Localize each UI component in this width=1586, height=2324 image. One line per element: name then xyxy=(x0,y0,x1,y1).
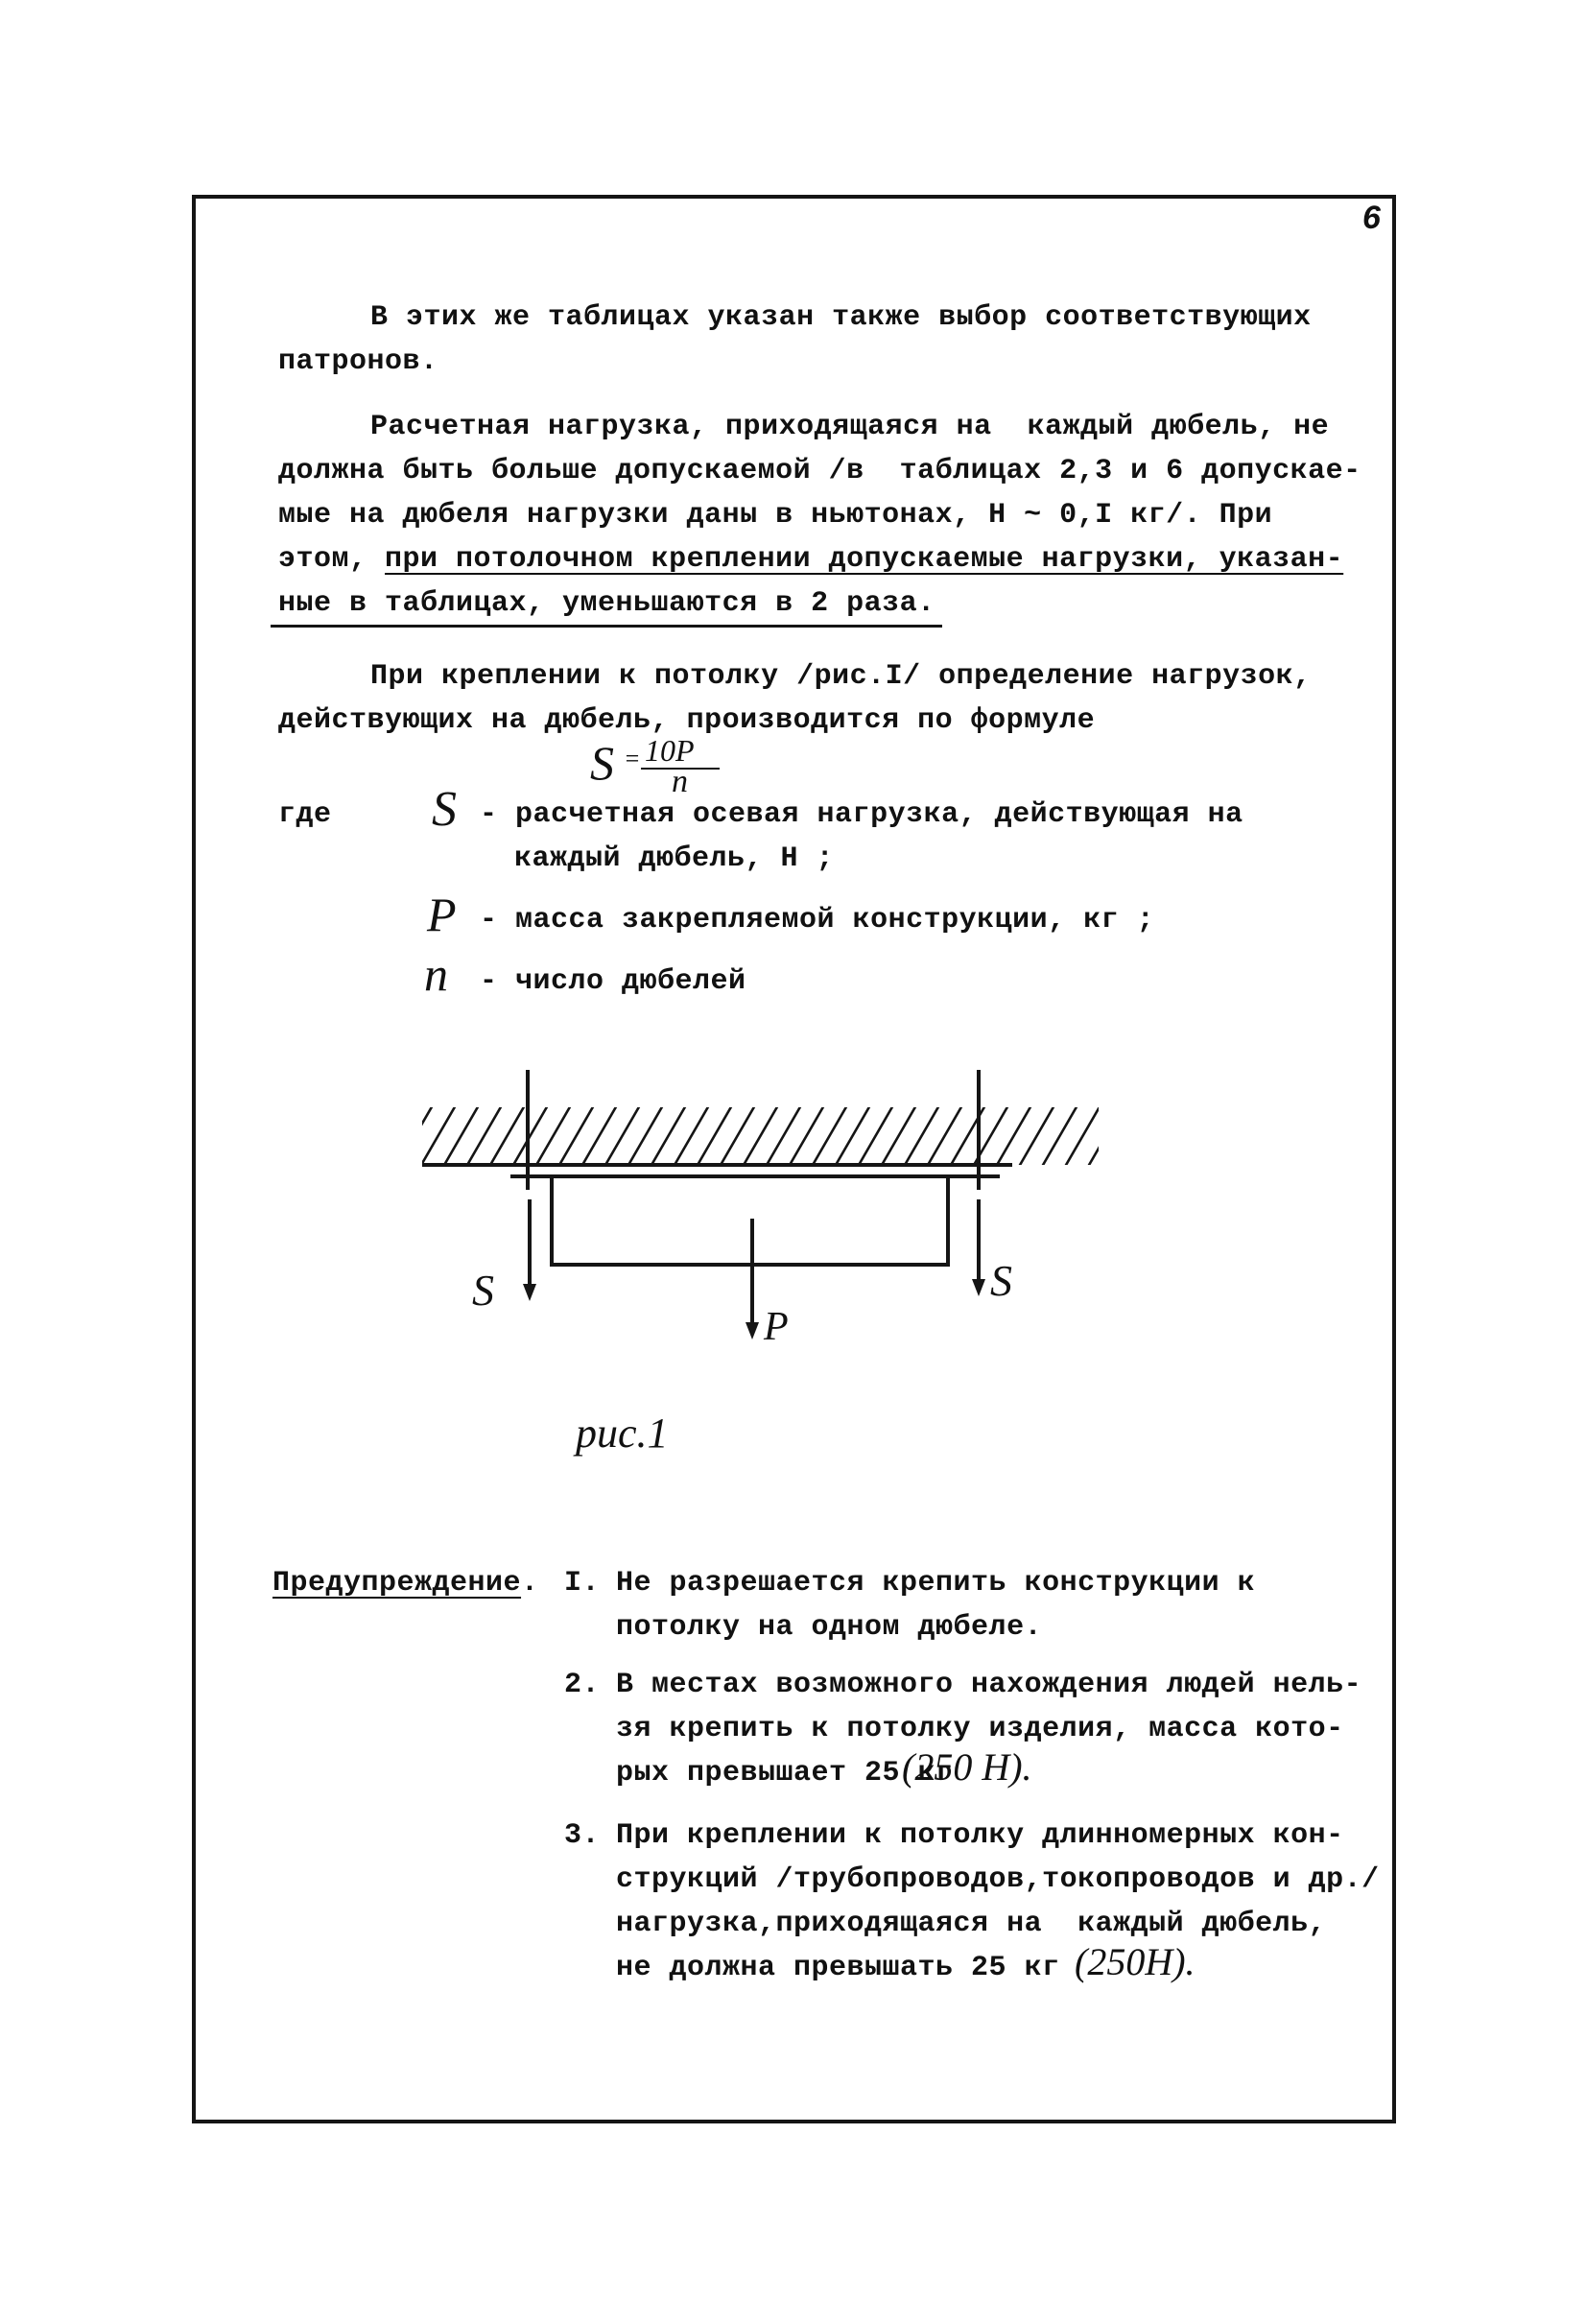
figure-label-p: P xyxy=(764,1305,789,1349)
where-label: где xyxy=(278,798,332,831)
warning-item3-line1: При креплении к потолку длинномерных кон- xyxy=(616,1819,1344,1852)
arrow-s-right-head xyxy=(972,1279,985,1296)
warning-item3-num: 3. xyxy=(564,1819,601,1852)
def-symbol-n: n xyxy=(424,947,448,1001)
warning-item2-handwritten: (250 Н). xyxy=(902,1745,1032,1789)
para1-line1: В этих же таблицах указан также выбор соответствующих xyxy=(370,301,1312,334)
figure-label-s-right: S xyxy=(990,1256,1012,1305)
para2-line4-start: этом, xyxy=(278,543,386,576)
warning-item1-line1: Не разрешается крепить конструкции к xyxy=(616,1567,1256,1600)
def-symbol-s: S xyxy=(432,782,457,837)
para3-line2: действующих на дюбель, производится по формуле xyxy=(278,704,1096,737)
formula-numerator: 10P xyxy=(645,733,695,768)
formula-equals: = xyxy=(624,745,641,772)
para2-line2: должна быть больше допускаемой /в таблицах 2,3 и 6 допускае- xyxy=(278,455,1361,487)
para2-line5: ные в таблицах, уменьшаются в 2 раза. xyxy=(278,587,935,620)
warning-heading-line: Предупреждение. xyxy=(272,1567,539,1600)
warning-item2-num: 2. xyxy=(564,1669,601,1701)
arrow-p-head xyxy=(746,1322,759,1340)
warning-item2-line1: В местах возможного нахождения людей нель- xyxy=(616,1669,1362,1701)
figure-caption: рис.1 xyxy=(576,1410,669,1457)
def-symbol-p: P xyxy=(427,888,457,941)
figure-label-s-left: S xyxy=(472,1266,494,1315)
para2-line3: мые на дюбеля нагрузки даны в ньютонах, Н ~ 0,I кг/. При xyxy=(278,499,1273,532)
ceiling-hatch xyxy=(422,1107,1099,1165)
beam-structure xyxy=(552,1176,948,1265)
formula-denominator: n xyxy=(672,764,688,799)
warning-item3-handwritten: (250Н). xyxy=(1075,1940,1195,1983)
warning-item3-line2: струкций /трубопроводов,токопроводов и др./ xyxy=(616,1863,1380,1896)
page-number: 6 xyxy=(1362,200,1381,236)
def-n-text: - число дюбелей xyxy=(480,965,746,998)
warning-item1-line2: потолку на одном дюбеле. xyxy=(616,1611,1043,1644)
arrow-s-left-head xyxy=(523,1284,536,1301)
warning-item2-line3: рых превышает 25 кг xyxy=(616,1757,954,1790)
def-s-text2: каждый дюбель, Н ; xyxy=(514,842,835,875)
para3-line1: При креплении к потолку /рис.I/ определение нагрузок, xyxy=(370,660,1312,693)
warning-item3-line4: не должна превышать 25 кг xyxy=(616,1952,1060,1984)
para1-line2: патронов. xyxy=(278,345,438,378)
def-s-text: - расчетная осевая нагрузка, действующая на xyxy=(480,798,1243,831)
para2-line4-underlined: при потолочном креплении допускаемые нагрузки, указан- xyxy=(385,543,1344,576)
warning-item1-num: I. xyxy=(564,1567,601,1600)
warning-item3-line3: нагрузка,приходящаяся на каждый дюбель, xyxy=(616,1908,1327,1940)
warning-item2-line2: зя крепить к потолку изделия, масса кото- xyxy=(616,1713,1344,1745)
formula-lhs: S xyxy=(590,736,614,790)
para2-line1: Расчетная нагрузка, приходящаяся на каждый дюбель, не xyxy=(370,411,1330,443)
warning-heading: Предупреждение xyxy=(272,1567,522,1600)
def-p-text: - масса закрепляемой конструкции, кг ; xyxy=(480,904,1155,937)
